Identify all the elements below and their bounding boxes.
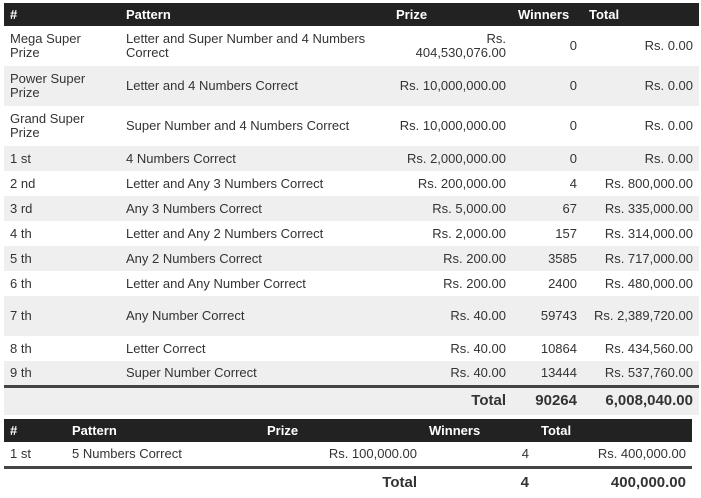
- total-cell: Rs. 314,000.00: [583, 221, 699, 246]
- total-label: Total: [390, 386, 512, 415]
- total-winners: 90264: [512, 386, 583, 415]
- rank-cell: 5 th: [4, 246, 120, 271]
- main-prize-table: [4, 3, 699, 415]
- table-row: [4, 442, 692, 467]
- rank-cell: 9 th: [4, 361, 120, 386]
- rank-cell: 8 th: [4, 336, 120, 361]
- table-row: [4, 271, 699, 296]
- col-header-prize: Prize: [261, 419, 423, 442]
- prize-cell: Rs. 10,000,000.00: [390, 106, 512, 146]
- winners-cell: 2400: [512, 271, 583, 296]
- rank-cell: Power Super Prize: [4, 66, 120, 106]
- pattern-cell: Any Number Correct: [120, 296, 390, 336]
- rank-cell: 2 nd: [4, 171, 120, 196]
- winners-cell: 157: [512, 221, 583, 246]
- total-cell: Rs. 800,000.00: [583, 171, 699, 196]
- col-header-pattern: Pattern: [120, 3, 390, 26]
- winners-cell: 67: [512, 196, 583, 221]
- rank-cell: 1 st: [4, 442, 66, 467]
- pattern-cell: Letter and 4 Numbers Correct: [120, 66, 390, 106]
- total-cell: Rs. 717,000.00: [583, 246, 699, 271]
- prize-cell: Rs. 2,000,000.00: [390, 146, 512, 171]
- total-cell: Rs. 0.00: [583, 146, 699, 171]
- total-label: Total: [261, 467, 423, 497]
- winners-cell: 59743: [512, 296, 583, 336]
- rank-cell: Mega Super Prize: [4, 26, 120, 66]
- total-winners: 4: [423, 467, 535, 497]
- pattern-cell: Letter and Any 2 Numbers Correct: [120, 221, 390, 246]
- pattern-cell: Any 3 Numbers Correct: [120, 196, 390, 221]
- rank-cell: 7 th: [4, 296, 120, 336]
- second-table-body: [4, 442, 692, 467]
- pattern-cell: Letter Correct: [120, 336, 390, 361]
- winners-cell: 10864: [512, 336, 583, 361]
- total-cell: Rs. 335,000.00: [583, 196, 699, 221]
- rank-cell: 4 th: [4, 221, 120, 246]
- pattern-cell: Letter and Any Number Correct: [120, 271, 390, 296]
- main-table-total-row: [4, 386, 699, 415]
- prize-cell: Rs. 40.00: [390, 361, 512, 386]
- main-table-body: [4, 26, 699, 386]
- prize-cell: Rs. 100,000.00: [261, 442, 423, 467]
- table-row: [4, 26, 699, 66]
- pattern-cell: Any 2 Numbers Correct: [120, 246, 390, 271]
- table-row: [4, 196, 699, 221]
- winners-cell: 4: [512, 171, 583, 196]
- prize-cell: Rs. 2,000.00: [390, 221, 512, 246]
- rank-cell: 6 th: [4, 271, 120, 296]
- pattern-cell: Super Number and 4 Numbers Correct: [120, 106, 390, 146]
- prize-cell: Rs. 200,000.00: [390, 171, 512, 196]
- rank-cell: 1 st: [4, 146, 120, 171]
- col-header-rank: #: [4, 419, 66, 442]
- prize-cell: Rs. 200.00: [390, 271, 512, 296]
- prize-cell: Rs. 40.00: [390, 336, 512, 361]
- prize-cell: Rs. 40.00: [390, 296, 512, 336]
- second-table-total-row: [4, 467, 692, 497]
- table-row: [4, 246, 699, 271]
- total-cell: Rs. 0.00: [583, 66, 699, 106]
- rank-cell: 3 rd: [4, 196, 120, 221]
- prize-cell: Rs. 200.00: [390, 246, 512, 271]
- total-cell: Rs. 434,560.00: [583, 336, 699, 361]
- col-header-rank: #: [4, 3, 120, 26]
- table-row: [4, 171, 699, 196]
- total-cell: Rs. 400,000.00: [535, 442, 692, 467]
- col-header-prize: Prize: [390, 3, 512, 26]
- col-header-total: Total: [535, 419, 692, 442]
- table-row: [4, 146, 699, 171]
- col-header-winners: Winners: [423, 419, 535, 442]
- winners-cell: 0: [512, 146, 583, 171]
- total-cell: Rs. 2,389,720.00: [583, 296, 699, 336]
- total-amount: 400,000.00: [535, 467, 692, 497]
- prize-cell: Rs. 10,000,000.00: [390, 66, 512, 106]
- col-header-total: Total: [583, 3, 699, 26]
- winners-cell: 0: [512, 26, 583, 66]
- prize-cell: Rs. 404,530,076.00: [390, 26, 512, 66]
- pattern-cell: Letter and Any 3 Numbers Correct: [120, 171, 390, 196]
- second-table-header-row: [4, 419, 692, 442]
- winners-cell: 0: [512, 66, 583, 106]
- pattern-cell: 5 Numbers Correct: [66, 442, 261, 467]
- total-cell: Rs. 0.00: [583, 106, 699, 146]
- pattern-cell: 4 Numbers Correct: [120, 146, 390, 171]
- table-row: [4, 336, 699, 361]
- table-row: [4, 106, 699, 146]
- pattern-cell: Super Number Correct: [120, 361, 390, 386]
- table-row: [4, 221, 699, 246]
- total-cell: Rs. 0.00: [583, 26, 699, 66]
- col-header-pattern: Pattern: [66, 419, 261, 442]
- total-amount: 6,008,040.00: [583, 386, 699, 415]
- winners-cell: 13444: [512, 361, 583, 386]
- rank-cell: Grand Super Prize: [4, 106, 120, 146]
- main-table-header-row: [4, 3, 699, 26]
- total-cell: Rs. 537,760.00: [583, 361, 699, 386]
- pattern-cell: Letter and Super Number and 4 Numbers Correct: [120, 26, 390, 66]
- table-row: [4, 361, 699, 386]
- col-header-winners: Winners: [512, 3, 583, 26]
- prize-cell: Rs. 5,000.00: [390, 196, 512, 221]
- total-cell: Rs. 480,000.00: [583, 271, 699, 296]
- winners-cell: 0: [512, 106, 583, 146]
- table-row: [4, 66, 699, 106]
- special-prize-table: [4, 419, 692, 497]
- winners-cell: 4: [423, 442, 535, 467]
- winners-cell: 3585: [512, 246, 583, 271]
- table-row: [4, 296, 699, 336]
